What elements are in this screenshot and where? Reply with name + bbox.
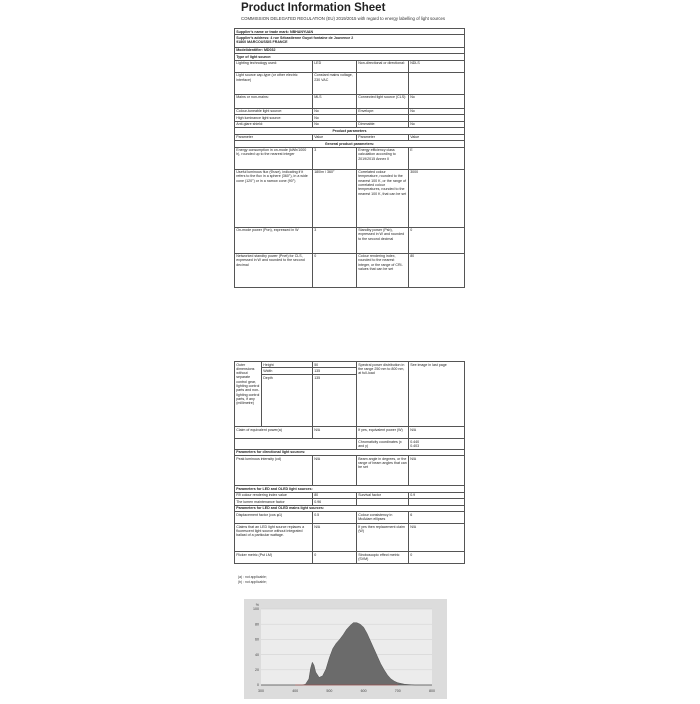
mains-label: Colour consistency in McAdam ellipses (357, 512, 409, 524)
type-row-label: Colour-tuneable light source: (235, 108, 313, 114)
mains-value: 0 (313, 552, 357, 564)
column-header: Value (313, 134, 357, 140)
chromaticity-label: Chromaticity coordinates (x and y) (357, 438, 409, 449)
param-label: Networked standby power (Pnet) for CLS, expressed in W and rounded to the second decimal (235, 253, 313, 287)
param-label: Energy consumption in on-mode (kWh/1000 h), rounded up to the nearest integer (235, 147, 313, 169)
equivalent-power-value: N/A (409, 426, 465, 438)
type-row-value: NDLS (409, 60, 465, 72)
sheet-title: Product Information Sheet (241, 2, 386, 14)
mains-value: 6 (409, 512, 465, 524)
sheet-subtitle: COMMISSION DELEGATED REGULATION (EU) 2019/2015 with regard to energy labelling of light sources (241, 16, 446, 21)
param-value: 0 (313, 253, 357, 287)
y-tick-label: 0 (257, 683, 259, 688)
type-row-label: Non-directional or directional: (357, 60, 409, 72)
type-row-value: No (313, 108, 357, 114)
led-label: Survival factor (357, 492, 409, 498)
led-value: 0.9 (409, 492, 465, 498)
led-label: R9 colour rendering index value (235, 492, 313, 498)
dimension-value: 135 (313, 374, 357, 426)
param-label: Energy efficiency class calculation according to 2019/2015 Annex II (357, 147, 409, 169)
type-row-label: Anti-glare shield: (235, 121, 313, 127)
column-header: Parameter (235, 134, 313, 140)
footnote: (a) : not applicable; (238, 575, 267, 579)
claim-value: N/A (313, 426, 357, 438)
type-row-value: No (409, 121, 465, 127)
led-value: 80 (313, 492, 357, 498)
type-row-label: Mains or non-mains: (235, 94, 313, 108)
column-header: Parameter (357, 134, 409, 140)
page-two-table (234, 361, 465, 564)
mains-label: Claims that an LED light source replaces a fluorescent light source without integrated ballast of a particular wattage. (235, 524, 313, 552)
param-value: E (409, 147, 465, 169)
param-value: 3000 (409, 169, 465, 227)
column-header: Value (409, 134, 465, 140)
type-row-value: No (313, 121, 357, 127)
x-tick-label: 700 (394, 689, 401, 693)
led-label: The lumen maintenance factor (235, 499, 313, 505)
peak-intensity-value: N/A (313, 456, 357, 486)
type-row-value (409, 72, 465, 94)
param-value: 3 (313, 147, 357, 169)
footnotes (238, 575, 267, 585)
dimension-name: Height (262, 362, 313, 368)
equivalent-power-label: If yes, equivalent power (W) (357, 426, 409, 438)
type-row-value: LED (313, 60, 357, 72)
product-params-heading: Product parameters (235, 128, 465, 134)
y-tick-label: 40 (255, 652, 259, 657)
x-tick-label: 800 (429, 689, 435, 693)
x-tick-label: 600 (360, 689, 367, 693)
x-tick-label: 400 (292, 689, 299, 693)
param-label: Useful luminous flux (Φuse), indicating if it refers to the flux in a sphere (360°), in a wide cone (120°) or in a narrow cone (90°) (235, 169, 313, 227)
mains-label: Displacement factor (cos φ1) (235, 512, 313, 524)
param-value: 3 (313, 227, 357, 253)
beam-angle-label: Beam angle in degrees, or the range of beam angles that can be set (357, 456, 409, 486)
type-row-value: No (409, 94, 465, 108)
x-tick-label: 300 (258, 689, 264, 693)
param-value: 0 (409, 227, 465, 253)
spectrum-chart (244, 599, 447, 699)
mains-value: 0 (409, 552, 465, 564)
dimension-value: 50 (313, 362, 357, 368)
supplier-address: Supplier's address: 4 rue Sébastienne Guyot fontaine de Jouvence 2 91860 MARCOUSSIS FRANCE (235, 35, 465, 47)
dimension-name: Depth (262, 374, 313, 426)
y-tick-label: 20 (255, 668, 259, 672)
type-row-label: Lighting technology used: (235, 60, 313, 72)
beam-angle-value: N/A (409, 456, 465, 486)
mains-value: N/A (409, 524, 465, 552)
peak-intensity-label: Peak luminous intensity (cd) (235, 456, 313, 486)
param-value: 180lm / 360° (313, 169, 357, 227)
param-label: Colour rendering index, rounded to the nearest integer, or the range of CRI-values that can be set (357, 253, 409, 287)
type-row-label: Connected light source (CLS): (357, 94, 409, 108)
type-row-label (357, 72, 409, 94)
empty-cell (235, 438, 357, 449)
dimension-name: Width (262, 368, 313, 374)
type-row-label: High luminance light source: (235, 115, 313, 121)
mains-label: Flicker metric (Pst LM) (235, 552, 313, 564)
general-params-heading: General product parameters: (235, 141, 465, 147)
type-row-value: No (409, 108, 465, 114)
type-row-value: MLS (313, 94, 357, 108)
mains-value: N/A (313, 524, 357, 552)
spectral-value: See image in last page (409, 362, 465, 427)
type-row-value: No (313, 115, 357, 121)
type-row-label: Light source cap-type (or other electric interface) (235, 72, 313, 94)
mains-label: If yes then replacement claim (W) (357, 524, 409, 552)
type-heading: Type of light source: (235, 54, 465, 60)
x-tick-label: 500 (326, 689, 333, 693)
mains-value: 0.5 (313, 512, 357, 524)
directional-heading: Parameters for directional light sources: (235, 449, 465, 455)
y-tick-label: 80 (255, 622, 259, 627)
param-label: Standby power (Psb), expressed in W and rounded to the second decimal (357, 227, 409, 253)
type-row-label: Dimmable: (357, 121, 409, 127)
model-identifier: Modelidentifier: MD032 (235, 47, 465, 53)
claim-label: Claim of equivalent power(a) (235, 426, 313, 438)
outer-dimensions-label: Outer dimensions without separate control gear, lighting control parts and non-lighting control parts, if any (millimetre) (235, 362, 262, 427)
y-tick-label: 100 (253, 607, 259, 612)
mains-label: Stroboscopic effect metric (SVM) (357, 552, 409, 564)
param-label: On-mode power (Pon), expressed in W (235, 227, 313, 253)
product-info-table (234, 28, 465, 288)
param-value: 80 (409, 253, 465, 287)
spectrum-chart-panel (244, 599, 447, 699)
y-tick-label: 60 (255, 637, 259, 642)
param-label: Correlated colour temperature, rounded to the nearest 100 K, or the range of correlated colour temperatures, rounded to the nearest 100 K, that can be set (357, 169, 409, 227)
spectral-label: Spectral power distribution in the range 250 nm to 800 nm, at full-load (357, 362, 409, 427)
chromaticity-value: 0.440 0.403 (409, 438, 465, 449)
footnote: (b) : not applicable; (238, 580, 267, 584)
type-row-label: Envelope: (357, 108, 409, 114)
type-row-value: Constant mains voltage, 230 VAC (313, 72, 357, 94)
led-value: 0.96 (313, 499, 357, 505)
led-heading: Parameters for LED and OLED light sources: (235, 486, 465, 492)
y-axis-label: % (255, 603, 259, 607)
dimension-value: 135 (313, 368, 357, 374)
mains-heading: Parameters for LED and OLED mains light sources: (235, 505, 465, 511)
supplier-name: Supplier's name or trade mark: NBHANYUAN (235, 29, 465, 35)
